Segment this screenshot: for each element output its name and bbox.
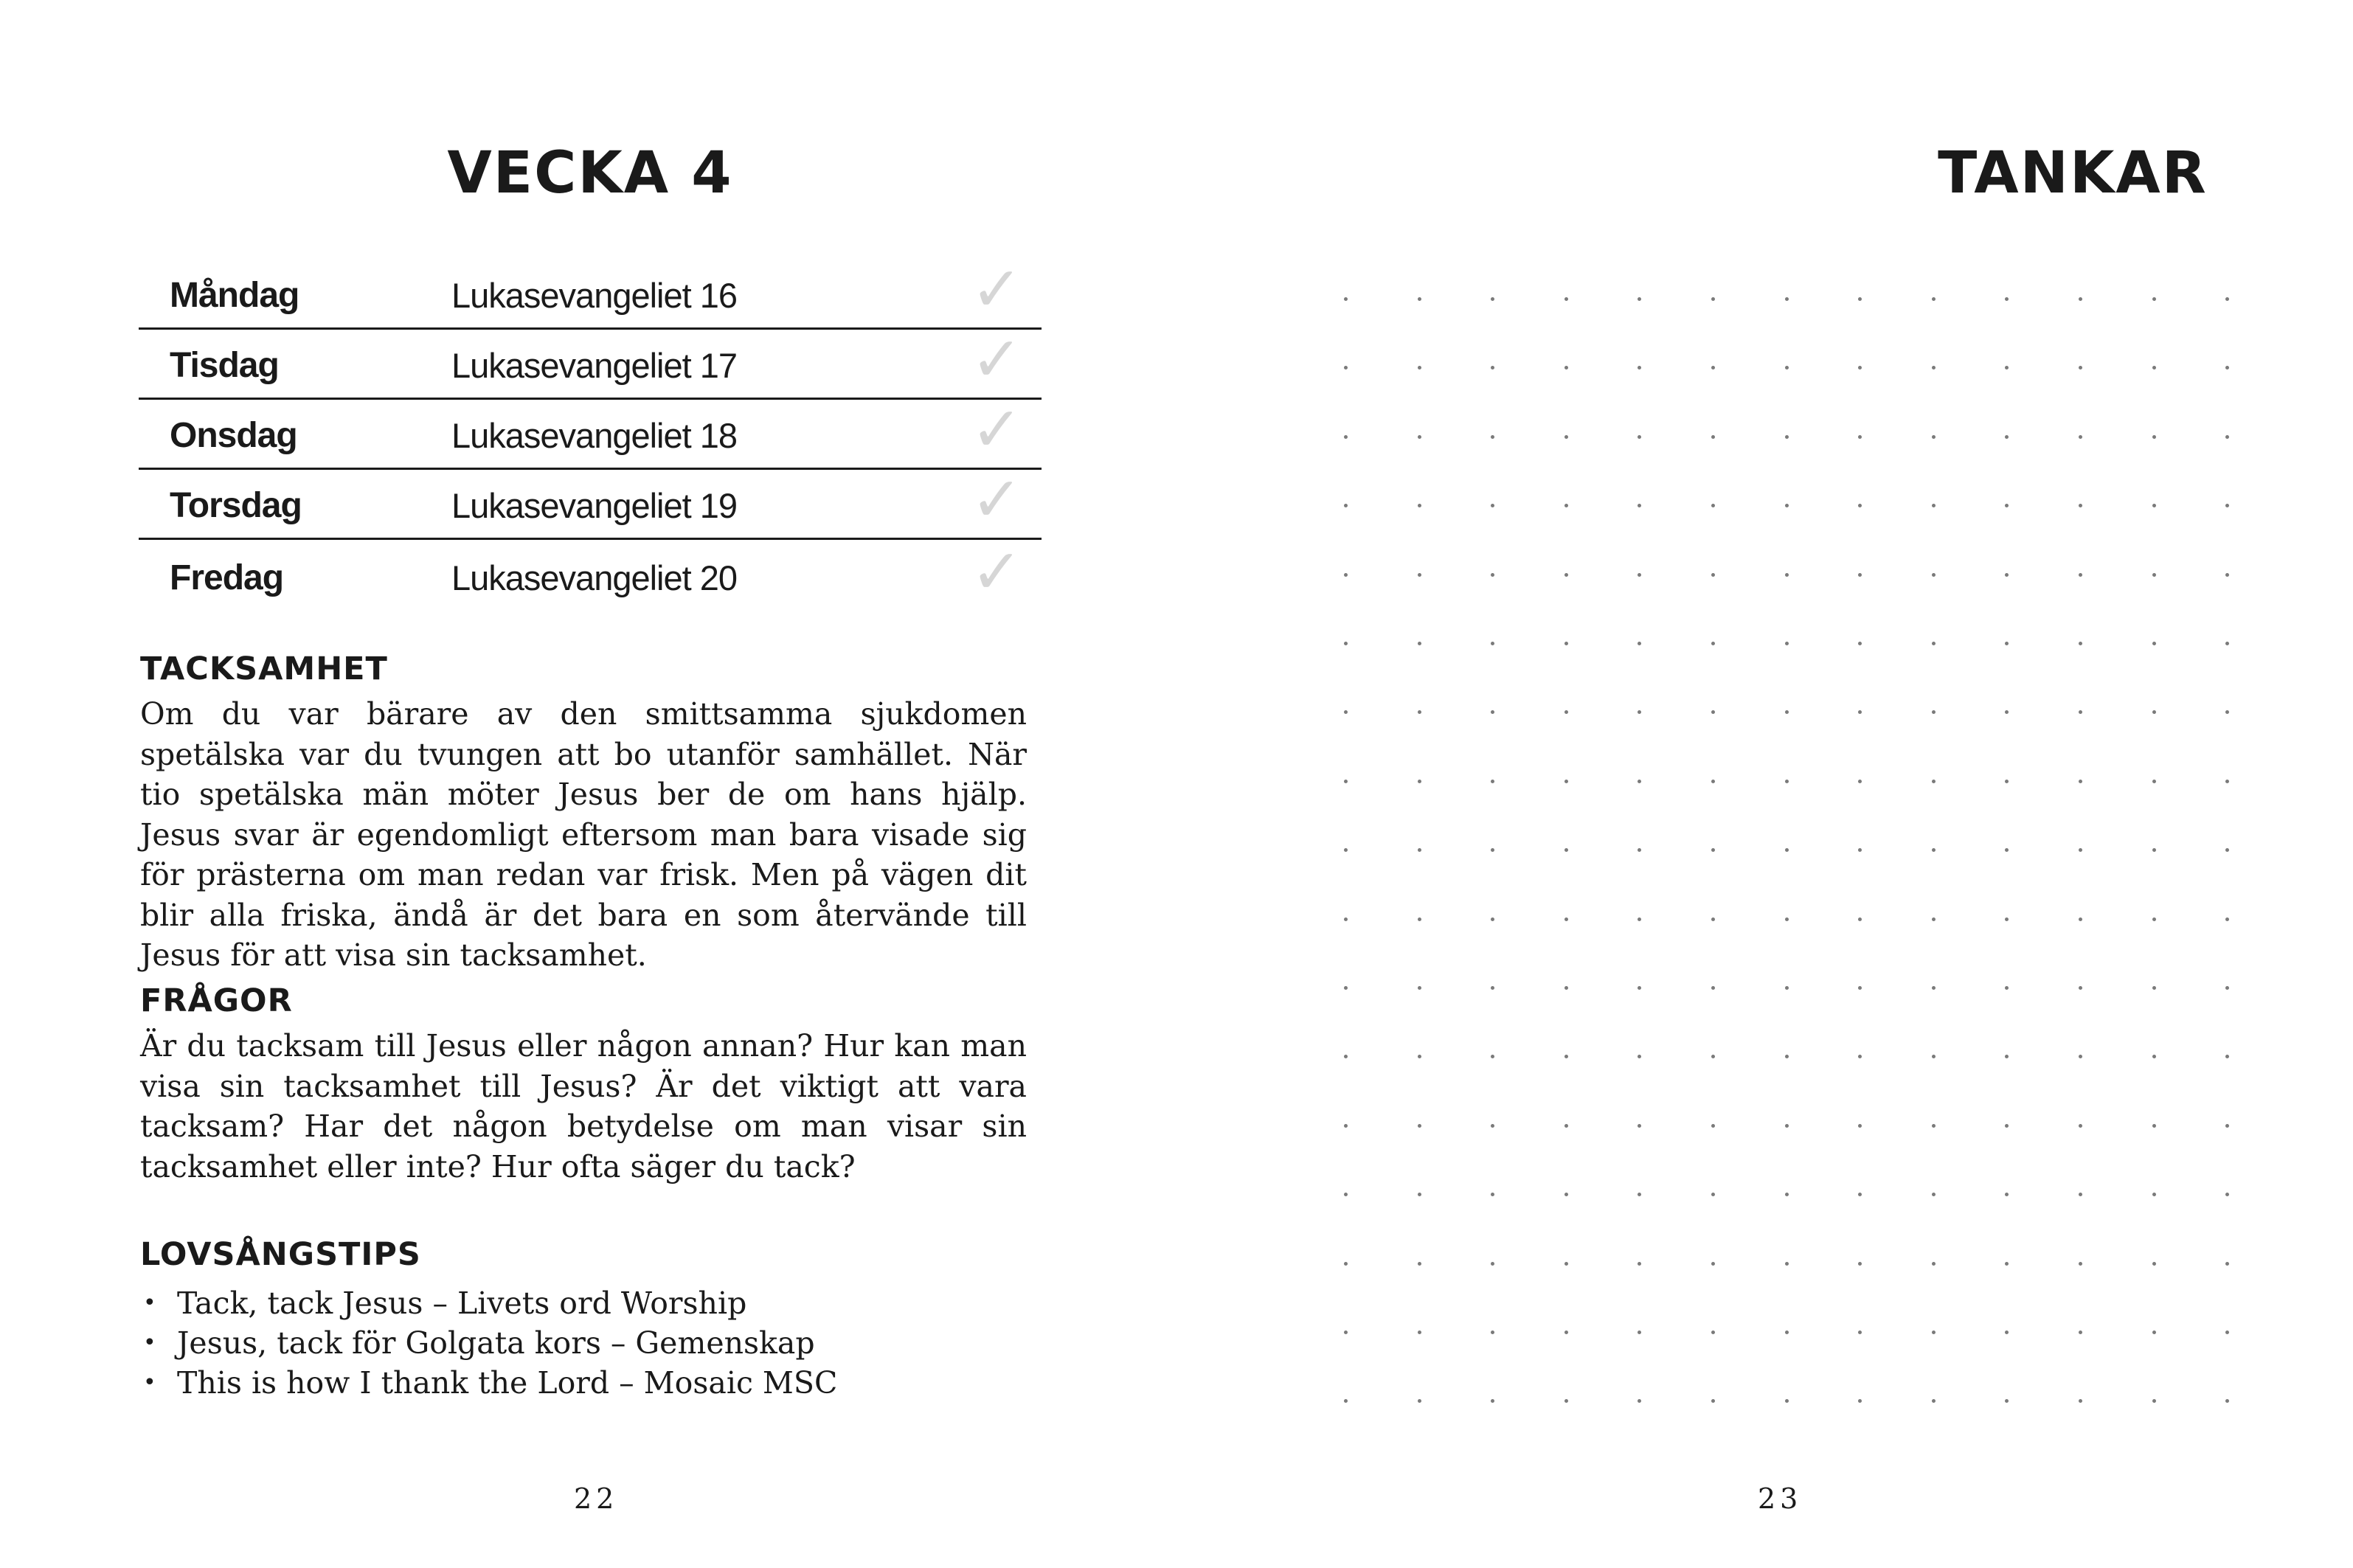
grid-dot [1491,917,1494,921]
grid-dot [1491,504,1494,507]
grid-dot [1491,366,1494,370]
grid-dot [1418,780,1421,783]
grid-dot [1491,1331,1494,1334]
schedule-row [139,323,1042,400]
grid-dot [1858,780,1862,783]
grid-dot [1711,366,1715,370]
reading-label: Lukasevangeliet 19 [451,486,738,525]
grid-dot [1785,504,1789,507]
grid-dot [1491,1399,1494,1403]
grid-dot [1785,435,1789,439]
grid-dot [1785,1399,1789,1403]
page-title: VECKA 4 [447,140,733,207]
grid-dot [2225,573,2229,577]
grid-dot [1564,297,1568,301]
grid-dot [1491,848,1494,852]
grid-dot [1344,435,1348,439]
grid-dot [1344,1331,1348,1334]
grid-dot [1344,642,1348,645]
grid-dot [2225,1331,2229,1334]
grid-dot [1638,573,1641,577]
grid-dot [1858,848,1862,852]
grid-dot [2152,1262,2156,1266]
grid-dot [2225,297,2229,301]
grid-dot [2152,642,2156,645]
reading-label: Lukasevangeliet 17 [451,346,738,385]
grid-dot [1711,986,1715,990]
grid-dot [1638,504,1641,507]
page-title: TANKAR [1938,140,2208,207]
grid-dot [1491,435,1494,439]
grid-dot [1711,917,1715,921]
grid-dot [2152,780,2156,783]
grid-dot [1638,917,1641,921]
grid-dot [1564,710,1568,714]
grid-dot [1858,1193,1862,1196]
grid-dot [1344,504,1348,507]
grid-dot [2225,435,2229,439]
grid-dot [1638,366,1641,370]
grid-dot [1638,1193,1641,1196]
bullet-icon: • [143,1370,156,1395]
grid-dot [2079,573,2082,577]
grid-dot [1711,1055,1715,1058]
grid-dot [1418,435,1421,439]
grid-dot [1344,780,1348,783]
grid-dot [2079,986,2082,990]
grid-dot [1858,573,1862,577]
grid-dot [2079,366,2082,370]
day-label: Torsdag [170,486,302,525]
grid-dot [2225,1124,2229,1128]
grid-dot [1858,1262,1862,1266]
grid-dot [1711,435,1715,439]
grid-dot [1932,848,1936,852]
grid-dot [1711,780,1715,783]
grid-dot [1344,986,1348,990]
grid-dot [2152,1331,2156,1334]
grid-dot [1858,710,1862,714]
grid-dot [1785,366,1789,370]
grid-dot [1564,1055,1568,1058]
grid-dot [1785,917,1789,921]
grid-dot [1638,435,1641,439]
grid-dot [1564,1399,1568,1403]
grid-dot [1418,917,1421,921]
grid-dot [1858,366,1862,370]
grid-dot [2152,1124,2156,1128]
grid-dot [2152,986,2156,990]
grid-dot [1932,1399,1936,1403]
grid-dot [2079,1399,2082,1403]
grid-dot [1858,1399,1862,1403]
grid-dot [1344,573,1348,577]
song-tips-list [140,1283,837,1403]
grid-dot [2152,573,2156,577]
grid-dot [1564,504,1568,507]
grid-dot [1711,642,1715,645]
grid-dot [1564,1262,1568,1266]
grid-dot [1638,780,1641,783]
grid-dot [2225,504,2229,507]
grid-dot [1418,642,1421,645]
grid-dot [1344,1055,1348,1058]
grid-dot [1638,1399,1641,1403]
grid-dot [1932,1262,1936,1266]
grid-dot [1638,297,1641,301]
grid-dot [1785,1331,1789,1334]
grid-dot [1418,1399,1421,1403]
grid-dot [2225,780,2229,783]
song-tip: Jesus, tack för Golgata kors – Gemenskap [177,1325,815,1361]
bullet-icon: • [143,1330,156,1356]
schedule-row [139,535,1042,610]
grid-dot [1711,504,1715,507]
grid-dot [1418,848,1421,852]
grid-dot [1932,366,1936,370]
grid-dot [2005,573,2009,577]
grid-dot [2005,917,2009,921]
list-item [140,1363,837,1403]
grid-dot [1858,1331,1862,1334]
grid-dot [2152,366,2156,370]
grid-dot [2079,1124,2082,1128]
grid-dot [1711,297,1715,301]
grid-dot [1638,848,1641,852]
grid-dot [1638,1055,1641,1058]
grid-dot [1564,642,1568,645]
grid-dot [2079,917,2082,921]
grid-dot [1785,848,1789,852]
grid-dot [2152,848,2156,852]
grid-dot [1491,1055,1494,1058]
day-label: Måndag [170,276,299,315]
grid-dot [2152,504,2156,507]
song-tip: This is how I thank the Lord – Mosaic MSC [177,1365,838,1401]
grid-dot [1418,504,1421,507]
grid-dot [1344,917,1348,921]
grid-dot [1638,986,1641,990]
grid-dot [1711,573,1715,577]
grid-dot [1344,1193,1348,1196]
grid-dot [2079,1055,2082,1058]
grid-dot [2079,848,2082,852]
grid-dot [1344,1262,1348,1266]
grid-dot [1932,573,1936,577]
grid-dot [1418,1055,1421,1058]
grid-dot [1858,504,1862,507]
section-heading-lovsangstips: LOVSÅNGSTIPS [140,1236,421,1273]
grid-dot [1858,1055,1862,1058]
grid-dot [2005,297,2009,301]
check-icon: ✓ [971,535,1023,608]
day-label: Fredag [170,558,284,597]
grid-dot [2225,1262,2229,1266]
grid-dot [1785,642,1789,645]
grid-dot [1564,780,1568,783]
grid-dot [2005,780,2009,783]
grid-dot [2005,710,2009,714]
grid-dot [2005,986,2009,990]
grid-dot [1932,642,1936,645]
grid-dot [2225,710,2229,714]
grid-dot [1491,573,1494,577]
schedule-row [139,253,1042,330]
grid-dot [2005,1055,2009,1058]
grid-dot [2225,1055,2229,1058]
song-tip: Tack, tack Jesus – Livets ord Worship [177,1286,747,1321]
grid-dot [1344,1399,1348,1403]
grid-dot [1564,986,1568,990]
grid-dot [1418,297,1421,301]
grid-dot [2225,917,2229,921]
grid-dot [1638,1331,1641,1334]
grid-dot [1932,435,1936,439]
reading-label: Lukasevangeliet 20 [451,558,738,597]
grid-dot [2152,1055,2156,1058]
list-item [140,1283,837,1323]
section-text-fragor: Är du tacksam till Jesus eller någon annan? Hur kan man visa sin tacksamhet till Jesus? Är det viktigt att vara tacksam? Har det någon betydelse om man visar sin tacksamhet eller inte? Hur ofta säger du tack? [140,1028,1027,1184]
grid-dot [1932,1124,1936,1128]
grid-dot [2152,917,2156,921]
grid-dot [2005,642,2009,645]
grid-dot [1858,917,1862,921]
section-heading-fragor: FRÅGOR [140,982,293,1019]
grid-dot [2225,1399,2229,1403]
grid-dot [2005,1124,2009,1128]
grid-dot [2005,848,2009,852]
grid-dot [1491,986,1494,990]
grid-dot [2005,1399,2009,1403]
grid-dot [1638,642,1641,645]
grid-dot [2225,1193,2229,1196]
grid-dot [1491,642,1494,645]
reading-schedule [139,253,1042,610]
grid-dot [1564,366,1568,370]
grid-dot [1858,986,1862,990]
grid-dot [1932,1331,1936,1334]
check-icon: ✓ [971,463,1023,535]
check-icon: ✓ [971,393,1023,465]
grid-dot [1711,848,1715,852]
day-label: Tisdag [170,346,279,385]
grid-dot [2005,1331,2009,1334]
grid-dot [2152,1193,2156,1196]
grid-dot [1711,1124,1715,1128]
day-label: Onsdag [170,416,297,455]
grid-dot [2152,297,2156,301]
left-page [0,0,1176,1568]
grid-dot [1785,1055,1789,1058]
grid-dot [1418,986,1421,990]
grid-dot [1638,1124,1641,1128]
grid-dot [2079,297,2082,301]
grid-dot [1418,573,1421,577]
grid-dot [1785,710,1789,714]
grid-dot [1564,848,1568,852]
grid-dot [2079,504,2082,507]
grid-dot [1785,573,1789,577]
reading-label: Lukasevangeliet 18 [451,416,738,455]
grid-dot [1564,1124,1568,1128]
reading-label: Lukasevangeliet 16 [451,276,738,315]
grid-dot [1932,297,1936,301]
grid-dot [1785,1124,1789,1128]
grid-dot [1858,1124,1862,1128]
grid-dot [2079,1331,2082,1334]
grid-dot [1858,642,1862,645]
grid-dot [1418,1193,1421,1196]
grid-dot [1858,297,1862,301]
grid-dot [2005,366,2009,370]
grid-dot [1858,435,1862,439]
grid-dot [1785,1193,1789,1196]
grid-dot [1932,710,1936,714]
grid-dot [1638,710,1641,714]
grid-dot [1344,366,1348,370]
grid-dot [2005,504,2009,507]
grid-dot [1932,1055,1936,1058]
grid-dot [1711,1262,1715,1266]
grid-dot [1491,780,1494,783]
check-icon: ✓ [971,253,1023,325]
grid-dot [1418,1331,1421,1334]
grid-dot [2079,642,2082,645]
list-item [140,1323,837,1363]
grid-dot [2079,710,2082,714]
section-heading-tacksamhet: TACKSAMHET [140,651,388,687]
grid-dot [1564,1331,1568,1334]
grid-dot [1564,435,1568,439]
grid-dot [1564,1193,1568,1196]
grid-dot [2079,780,2082,783]
grid-dot [1418,1124,1421,1128]
dot-grid-writing-area [1344,297,2236,1404]
grid-dot [2152,435,2156,439]
grid-dot [2079,1262,2082,1266]
check-icon: ✓ [971,323,1023,395]
grid-dot [2079,435,2082,439]
grid-dot [1344,710,1348,714]
grid-dot [1564,573,1568,577]
page-number: 23 [1758,1482,1803,1515]
grid-dot [1932,917,1936,921]
bullet-icon: • [143,1290,156,1316]
grid-dot [1491,297,1494,301]
grid-dot [2005,1193,2009,1196]
grid-dot [1711,710,1715,714]
grid-dot [2152,1399,2156,1403]
grid-dot [2225,366,2229,370]
grid-dot [1785,1262,1789,1266]
schedule-row [139,393,1042,470]
grid-dot [1711,1193,1715,1196]
grid-dot [1418,710,1421,714]
grid-dot [1491,710,1494,714]
grid-dot [1491,1262,1494,1266]
page-number: 22 [574,1482,619,1515]
grid-dot [2225,642,2229,645]
section-text-tacksamhet: Om du var bärare av den smittsamma sjukdomen spetälska var du tvungen att bo utanför samhället. När tio spetälska män möter Jesus ber de om hans hjälp. Jesus svar är egendomligt eftersom man bara visade sig för prästerna om man redan var frisk. Men på vägen dit blir alla friska, ändå är det bara en som återvände till Jesus för att visa sin tacksamhet. [140,696,1027,973]
grid-dot [1711,1399,1715,1403]
grid-dot [1711,1331,1715,1334]
schedule-row [139,463,1042,540]
grid-dot [1932,780,1936,783]
grid-dot [1785,780,1789,783]
grid-dot [1638,1262,1641,1266]
grid-dot [2005,1262,2009,1266]
grid-dot [1785,986,1789,990]
grid-dot [1418,366,1421,370]
grid-dot [1491,1193,1494,1196]
grid-dot [1932,986,1936,990]
grid-dot [1344,848,1348,852]
grid-dot [1564,917,1568,921]
grid-dot [1932,1193,1936,1196]
grid-dot [2005,435,2009,439]
grid-dot [2152,710,2156,714]
grid-dot [1344,297,1348,301]
grid-dot [1418,1262,1421,1266]
grid-dot [1932,504,1936,507]
grid-dot [2079,1193,2082,1196]
grid-dot [2225,986,2229,990]
grid-dot [1491,1124,1494,1128]
grid-dot [1344,1124,1348,1128]
grid-dot [1785,297,1789,301]
grid-dot [2225,848,2229,852]
